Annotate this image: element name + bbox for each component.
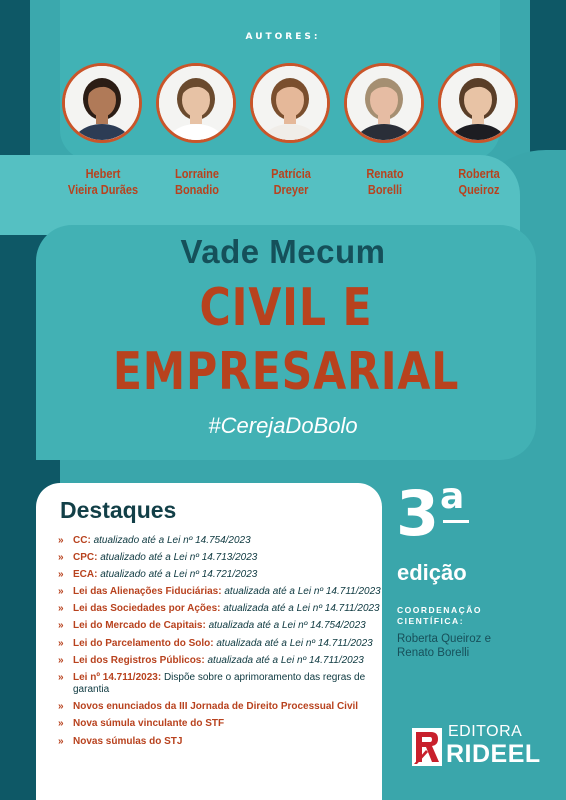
highlight-text: atualizado até a Lei nº 14.754/2023 — [93, 535, 251, 546]
author-first-name: Roberta — [458, 167, 500, 181]
author-last-name: Vieira Durães — [67, 183, 139, 197]
author-first-name: Renato — [366, 167, 404, 181]
highlights-heading: Destaques — [60, 497, 177, 523]
highlight-text: atualizada até a Lei nº 14.711/2023 — [216, 637, 373, 649]
highlight-label: Nova súmula vinculante do STF — [73, 718, 225, 730]
highlight-label: Lei do Mercado de Capitais: — [73, 620, 206, 632]
highlight-text: atualizada até a Lei nº 14.711/2023 — [207, 654, 364, 666]
publisher-prefix: EDITORA — [448, 723, 523, 740]
coordination-names-line-2: Renato Borelli — [397, 647, 470, 659]
highlight-label: Lei dos Registros Públicos: — [73, 654, 205, 666]
edition-ordinal: a — [440, 476, 465, 517]
double-chevron-icon: » — [58, 586, 64, 598]
person-icon — [253, 66, 327, 140]
double-chevron-icon: » — [58, 701, 64, 713]
author-first-name: Patrícia — [271, 167, 311, 181]
edition-number: 3 — [396, 477, 440, 550]
publisher-logo-icon — [412, 728, 442, 766]
author-first-name: Hebert — [85, 167, 121, 181]
author-last-name: Dreyer — [273, 183, 309, 197]
highlight-item — [58, 718, 383, 731]
highlight-item — [58, 569, 383, 582]
double-chevron-icon: » — [58, 718, 64, 730]
author-portrait — [62, 63, 142, 143]
highlight-text: atualizado até a Lei nº 14.713/2023 — [100, 552, 258, 564]
author-portrait — [156, 63, 236, 143]
author-first-name: Lorraine — [174, 167, 219, 181]
highlight-label: CPC: — [73, 552, 98, 564]
double-chevron-icon: » — [58, 637, 64, 649]
author-name — [149, 166, 246, 198]
title-line-1: CIVIL E — [199, 278, 373, 338]
highlights-list — [58, 535, 383, 753]
publisher-name: RIDEEL — [446, 740, 541, 768]
coordination-names-line-1: Roberta Queiroz e — [397, 633, 491, 645]
highlight-label: ECA: — [73, 569, 98, 581]
highlight-text: atualizada até a Lei nº 14.754/2023 — [208, 620, 366, 632]
highlight-label: CC: — [73, 535, 91, 546]
highlight-item — [58, 586, 383, 599]
coordination-label-line-1: COORDENAÇÃO — [397, 605, 482, 615]
author-last-name: Bonadio — [175, 183, 219, 197]
highlight-label: Novos enunciados da III Jornada de Direito Processual Civil — [73, 701, 359, 713]
double-chevron-icon: » — [58, 671, 64, 683]
highlight-label: Lei do Parcelamento do Solo: — [73, 637, 214, 649]
highlight-label: Lei das Sociedades por Ações: — [73, 603, 221, 615]
highlight-item — [58, 736, 383, 749]
highlight-label: Lei nº 14.711/2023: — [73, 671, 162, 683]
person-icon — [159, 66, 233, 140]
double-chevron-icon: » — [58, 535, 64, 546]
author-name — [337, 166, 434, 198]
authors-label: AUTORES: — [245, 32, 321, 42]
highlight-item — [58, 603, 383, 616]
double-chevron-icon: » — [58, 603, 64, 615]
highlight-item — [58, 535, 383, 548]
author-name — [431, 166, 528, 198]
double-chevron-icon: » — [58, 654, 64, 666]
highlight-label: Novas súmulas do STJ — [73, 735, 183, 747]
title-prefix: Vade Mecum — [180, 233, 386, 270]
author-portrait — [250, 63, 330, 143]
double-chevron-icon: » — [58, 552, 64, 564]
highlight-item — [58, 638, 383, 651]
highlight-label: Lei das Alienações Fiduciárias: — [73, 586, 222, 598]
coordination-names — [397, 632, 491, 660]
highlights-card — [36, 483, 382, 800]
highlight-item — [58, 655, 383, 668]
author-portrait — [344, 63, 424, 143]
highlight-item — [58, 672, 383, 697]
author-last-name: Queiroz — [458, 183, 500, 197]
highlight-text: atualizado até a Lei nº 14.721/2023 — [100, 569, 258, 581]
highlight-item — [58, 701, 383, 714]
highlight-text: atualizada até a Lei nº 14.711/2023 — [224, 586, 381, 598]
highlight-text: Dispõe sobre o aprimoramento das regras de garantia — [73, 671, 366, 696]
edition-ordinal-underline — [443, 520, 469, 523]
person-icon — [65, 66, 139, 140]
title-line-2: EMPRESARIAL — [112, 342, 460, 402]
author-name — [55, 166, 152, 198]
hashtag: #CerejaDoBolo — [208, 413, 358, 438]
highlight-item — [58, 620, 383, 633]
author-last-name: Borelli — [367, 183, 403, 197]
person-icon — [441, 66, 515, 140]
highlight-item — [58, 552, 383, 565]
highlight-text: atualizada até a Lei nº 14.711/2023 — [223, 603, 380, 615]
coordination-label — [397, 605, 482, 627]
coordination-label-line-2: CIENTÍFICA: — [397, 616, 465, 626]
double-chevron-icon: » — [58, 569, 64, 581]
author-portrait — [438, 63, 518, 143]
person-icon — [347, 66, 421, 140]
author-name — [243, 166, 340, 198]
double-chevron-icon: » — [58, 735, 64, 747]
double-chevron-icon: » — [58, 620, 64, 632]
edition-word: edição — [397, 560, 467, 585]
